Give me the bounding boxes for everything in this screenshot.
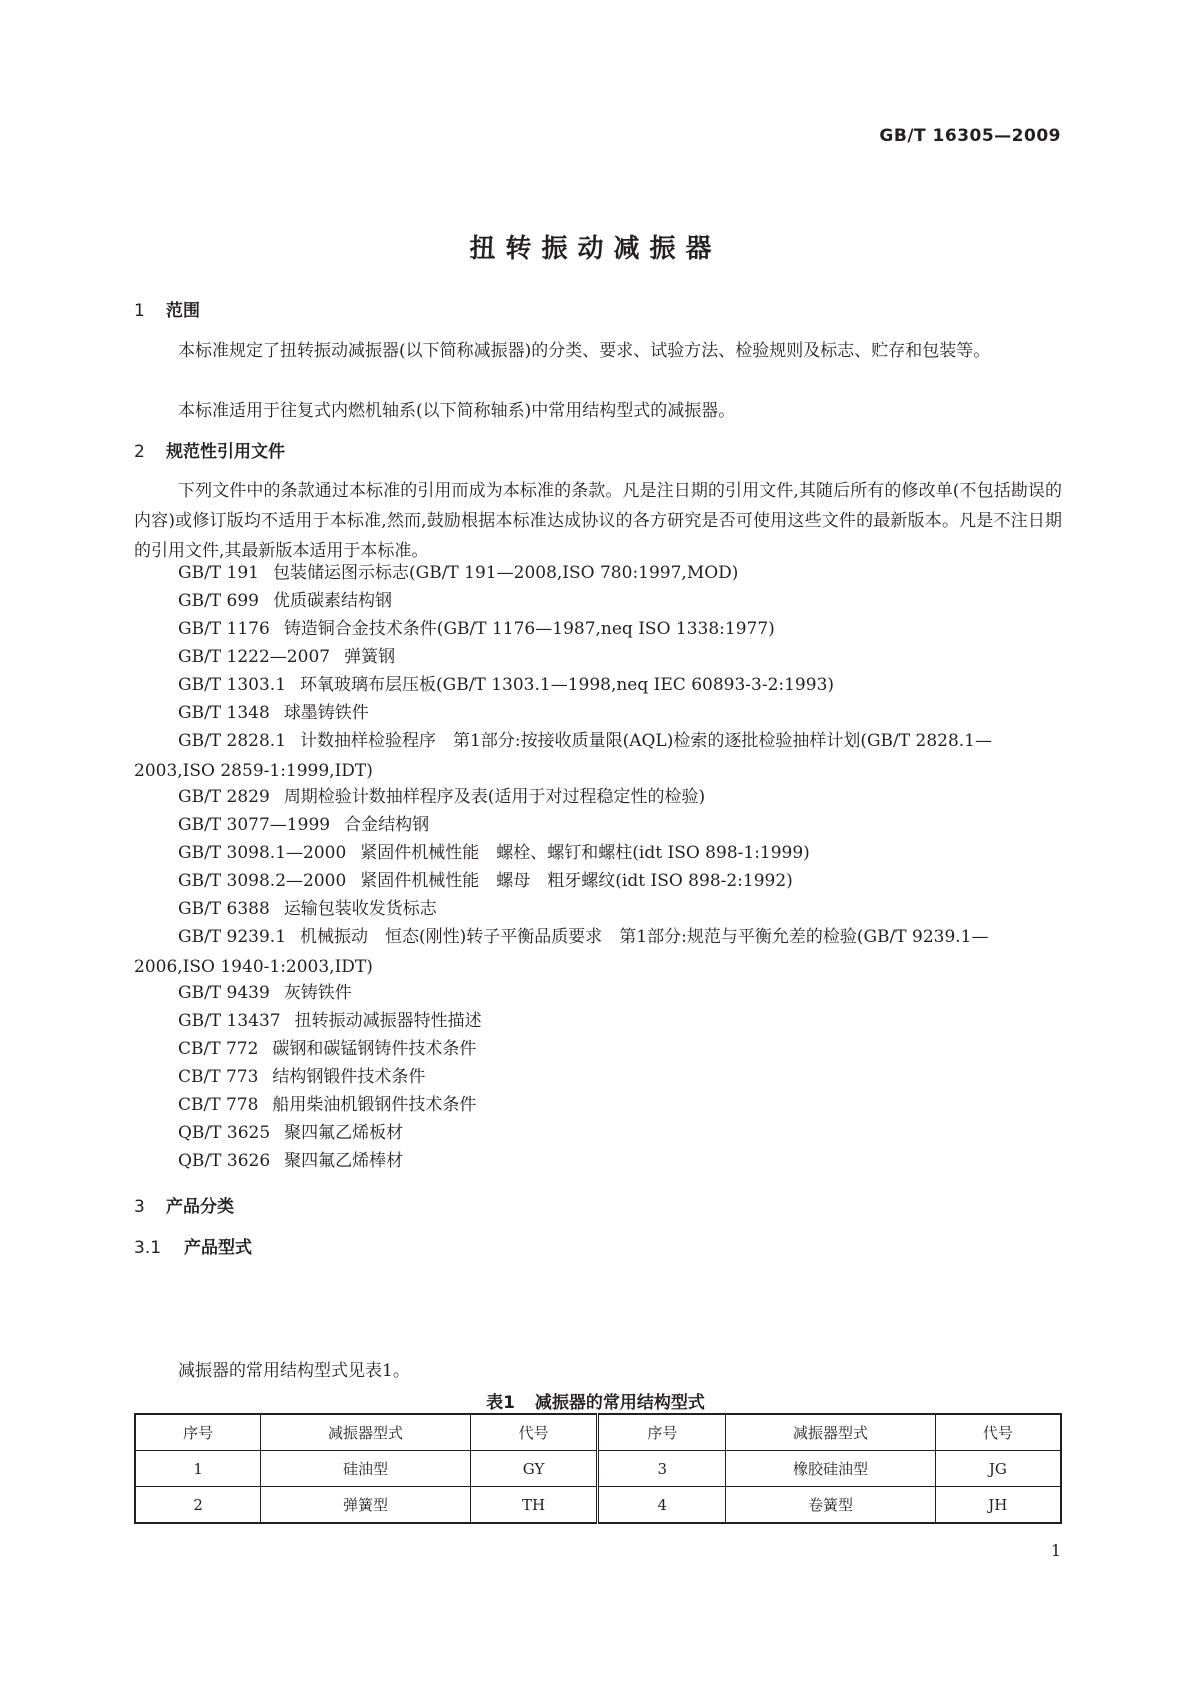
section-3-number: 3 [134,1197,145,1217]
reference-item [134,586,1062,616]
reference-title: 聚四氟乙烯棒材 [284,1151,404,1171]
reference-code: GB/T 699 [178,591,259,611]
reference-code: GB/T 191 [178,563,259,583]
reference-title: 铸造铜合金技术条件(GB/T 1176—1987,neq ISO 1338:1977) [283,619,775,639]
table-cell: 硅油型 [261,1451,471,1487]
table-cell: JG [935,1451,1061,1487]
table-1-caption-title: 减振器的常用结构型式 [534,1393,705,1413]
table-cell: 卷簧型 [726,1487,936,1524]
reference-code: CB/T 773 [178,1067,259,1087]
reference-title: 优质碳素结构钢 [273,591,392,611]
reference-title: 碳钢和碳锰钢铸件技术条件 [272,1039,477,1059]
table-header-cell: 代号 [935,1414,1061,1451]
table-cell: TH [470,1487,598,1524]
reference-code: GB/T 13437 [178,1011,281,1031]
reference-code: GB/T 3098.2—2000 [178,871,347,891]
reference-item [134,978,1062,1008]
reference-item [134,698,1062,728]
reference-code: QB/T 3626 [178,1151,271,1171]
reference-item [134,726,1062,786]
reference-code: GB/T 1303.1 [178,675,287,695]
reference-item [134,782,1062,812]
reference-code: GB/T 1176 [178,619,270,639]
reference-title: 机械振动 恒态(刚性)转子平衡品质要求 第1部分:规范与平衡允差的检验(GB/T 9239.1—2006,ISO 1940-1:2003,IDT) [134,927,989,977]
reference-item [134,670,1062,700]
reference-title: 紧固件机械性能 螺母 粗牙螺纹(idt ISO 898-2:1992) [360,871,793,891]
reference-title: 船用柴油机锻钢件技术条件 [272,1095,477,1115]
reference-item [134,1006,1062,1036]
table-cell: JH [935,1487,1061,1524]
table-header-cell: 减振器型式 [726,1414,936,1451]
reference-code: GB/T 2829 [178,787,270,807]
section-1-paragraph-2: 本标准适用于往复式内燃机轴系(以下简称轴系)中常用结构型式的减振器。 [178,401,736,421]
section-1-number: 1 [134,301,145,321]
table-header-cell: 序号 [135,1414,261,1451]
section-3-1-text: 减振器的常用结构型式见表1。 [178,1361,410,1381]
table-cell: 橡胶硅油型 [726,1451,936,1487]
section-3-1-heading [134,1233,252,1258]
reference-item [134,810,1062,840]
reference-item [134,838,1062,868]
reference-item [134,922,1062,982]
reference-code: CB/T 772 [178,1039,259,1059]
section-2-title: 规范性引用文件 [166,442,285,462]
section-3-heading [134,1192,234,1217]
section-1-title: 范围 [166,301,200,321]
section-1-heading [134,296,200,321]
section-1-paragraph-1: 本标准规定了扭转振动减振器(以下简称减振器)的分类、要求、试验方法、检验规则及标志、贮存和包装等。 [178,341,991,361]
table-1 [134,1413,1062,1524]
reference-code: QB/T 3625 [178,1123,271,1143]
reference-code: GB/T 9239.1 [178,927,287,947]
table-1-caption [0,1388,1191,1413]
table-header-cell: 减振器型式 [261,1414,471,1451]
reference-item [134,1062,1062,1092]
reference-code: GB/T 6388 [178,899,270,919]
reference-title: 合金结构钢 [344,815,430,835]
reference-title: 球墨铸铁件 [283,703,369,723]
table-cell: 弹簧型 [261,1487,471,1524]
reference-code: GB/T 2828.1 [178,731,287,751]
table-row [135,1451,1061,1487]
reference-title: 紧固件机械性能 螺栓、螺钉和螺柱(idt ISO 898-1:1999) [360,843,810,863]
table-header-cell: 序号 [598,1414,726,1451]
reference-code: GB/T 9439 [178,983,270,1003]
reference-title: 弹簧钢 [344,647,396,667]
reference-title: 计数抽样检验程序 第1部分:按接收质量限(AQL)检索的逐批检验抽样计划(GB/T 2828.1—2003,ISO 2859-1:1999,IDT) [134,731,992,781]
standard-number: GB/T 16305—2009 [879,126,1061,146]
table-cell: 4 [598,1487,726,1524]
reference-code: GB/T 1222—2007 [178,647,331,667]
section-3-1-title: 产品型式 [184,1238,252,1258]
reference-title: 运输包装收发货标志 [283,899,437,919]
section-3-1-number: 3.1 [134,1238,162,1258]
reference-item [134,1090,1062,1120]
reference-title: 结构钢锻件技术条件 [272,1067,426,1087]
section-2-number: 2 [134,442,145,462]
document-title: 扭转振动减振器 [469,234,722,264]
section-3-title: 产品分类 [166,1197,234,1217]
reference-item [134,866,1062,896]
table-header-cell: 代号 [470,1414,598,1451]
table-cell: 1 [135,1451,261,1487]
reference-item [134,894,1062,924]
reference-title: 扭转振动减振器特性描述 [294,1011,482,1031]
reference-title: 包装储运图示标志(GB/T 191—2008,ISO 780:1997,MOD) [273,563,739,583]
reference-code: CB/T 778 [178,1095,259,1115]
page-number: 1 [1050,1541,1061,1560]
reference-title: 灰铸铁件 [283,983,352,1003]
reference-code: GB/T 3077—1999 [178,815,331,835]
reference-code: GB/T 3098.1—2000 [178,843,347,863]
reference-code: GB/T 1348 [178,703,270,723]
table-1-caption-number: 表1 [486,1393,515,1413]
reference-title: 聚四氟乙烯板材 [284,1123,404,1143]
reference-item [134,614,1062,644]
reference-item [134,1118,1062,1148]
reference-item [134,558,1062,588]
table-cell: 3 [598,1451,726,1487]
table-row [135,1487,1061,1524]
reference-title: 环氧玻璃布层压板(GB/T 1303.1—1998,neq IEC 60893-3-2:1993) [300,675,835,695]
section-2-intro: 下列文件中的条款通过本标准的引用而成为本标准的条款。凡是注日期的引用文件,其随后所有的修改单(不包括勘误的内容)或修订版均不适用于本标准,然而,鼓励根据本标准达成协议的各方研究是否可使用这些文件的最新版本。凡是不注日期的引用文件,其最新版本适用于本标准。 [134,481,1062,561]
table-cell: 2 [135,1487,261,1524]
section-2-heading [134,437,285,462]
reference-title: 周期检验计数抽样程序及表(适用于对过程稳定性的检验) [283,787,706,807]
reference-item [134,1034,1062,1064]
table-cell: GY [470,1451,598,1487]
reference-item [134,1146,1062,1176]
table-header-row [135,1414,1061,1451]
reference-item [134,642,1062,672]
